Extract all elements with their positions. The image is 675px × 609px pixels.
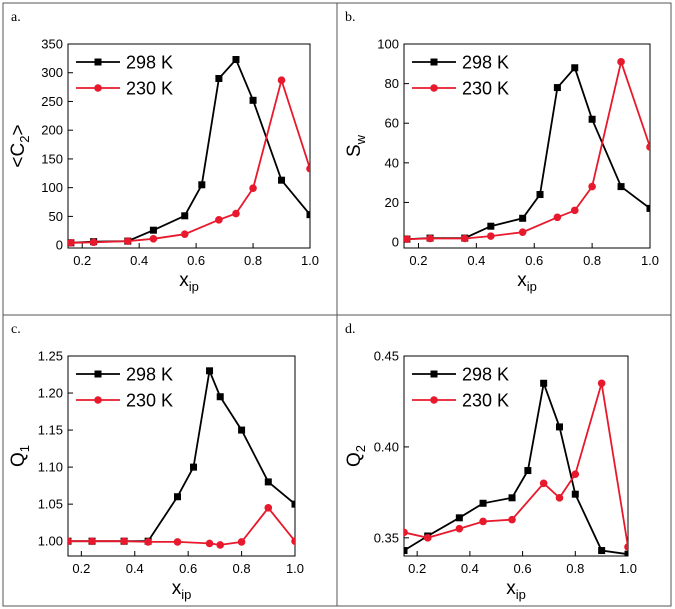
x-axis-title-main: x — [517, 270, 527, 291]
x-axis-title-sub: ip — [526, 279, 537, 294]
x-tick-label: 0.6 — [187, 253, 206, 268]
y-tick-label: 60 — [384, 115, 399, 131]
legend-marker — [95, 371, 102, 378]
data-point — [88, 537, 96, 545]
data-point — [519, 215, 526, 222]
data-point — [174, 493, 181, 500]
x-tick-label: 1.0 — [300, 253, 320, 268]
data-point — [598, 379, 606, 387]
data-point — [572, 491, 579, 498]
legend-label: 298 K — [126, 364, 174, 385]
data-point — [540, 479, 548, 487]
data-point — [198, 181, 205, 188]
data-point — [215, 75, 222, 82]
data-point — [461, 235, 469, 243]
legend-marker — [431, 371, 438, 378]
data-point — [265, 478, 272, 485]
data-point — [120, 537, 128, 545]
y-axis-title-main: <C — [8, 142, 29, 168]
y-tick-label: 1.25 — [37, 348, 63, 364]
y-tick-label: 1.00 — [37, 533, 63, 549]
data-point — [250, 97, 257, 104]
data-point — [232, 210, 240, 218]
y-tick-label: 1.15 — [37, 422, 63, 438]
data-point — [232, 56, 239, 63]
panel-letter: d. — [345, 322, 356, 337]
data-point — [426, 235, 434, 243]
legend-label: 298 K — [462, 364, 510, 385]
y-axis-title-sub: 2 — [353, 444, 368, 453]
y-axis-title-main: Q — [8, 452, 29, 468]
data-point — [519, 228, 527, 236]
data-point — [508, 516, 516, 524]
legend-label: 230 K — [462, 390, 510, 411]
x-tick-label: 0.6 — [513, 561, 532, 576]
data-point — [479, 518, 487, 526]
x-tick-label: 0.8 — [566, 561, 585, 576]
y-tick-label: 250 — [41, 93, 63, 109]
y-axis-title-sub: w — [353, 134, 368, 145]
x-tick-label: 0.8 — [583, 253, 602, 268]
x-tick-label: 0.4 — [467, 253, 486, 268]
y-tick-label: 40 — [384, 155, 399, 171]
x-tick-label: 0.2 — [72, 561, 91, 576]
legend-marker — [430, 396, 438, 404]
data-point — [537, 191, 544, 198]
y-tick-label: 100 — [41, 180, 63, 196]
data-point — [524, 467, 531, 474]
data-point — [238, 538, 246, 546]
legend-label: 230 K — [126, 78, 174, 99]
y-tick-label: 80 — [384, 76, 399, 92]
y-tick-label: 0 — [55, 237, 63, 253]
data-point — [67, 239, 75, 247]
data-point — [150, 227, 157, 234]
x-tick-label: 0.4 — [460, 561, 479, 576]
x-tick-label: 1.0 — [285, 561, 305, 576]
y-axis-title-end: > — [8, 124, 29, 136]
data-point — [278, 76, 286, 84]
x-tick-label: 0.8 — [244, 253, 263, 268]
data-point — [206, 540, 214, 548]
data-point — [480, 500, 487, 507]
y-tick-label: 100 — [377, 36, 399, 52]
data-point — [181, 212, 188, 219]
legend-marker — [94, 84, 102, 92]
x-axis-title-main: x — [506, 578, 516, 599]
y-tick-label: 20 — [384, 194, 399, 210]
x-tick-label: 0.6 — [179, 561, 198, 576]
x-tick-label: 0.8 — [232, 561, 251, 576]
data-point — [571, 470, 579, 478]
y-tick-label: 1.10 — [37, 459, 63, 475]
y-tick-label: 50 — [48, 208, 63, 224]
panel-letter: b. — [345, 10, 356, 25]
data-point — [556, 423, 563, 430]
data-point — [90, 238, 98, 246]
data-point — [206, 367, 213, 374]
data-point — [487, 223, 494, 230]
x-axis-title-sub: ip — [188, 279, 199, 294]
legend-label: 298 K — [126, 52, 174, 73]
data-point — [556, 494, 564, 502]
data-point — [124, 237, 132, 245]
y-tick-label: 1.05 — [37, 496, 63, 512]
x-tick-label: 0.2 — [73, 253, 92, 268]
y-tick-label: 0.45 — [373, 348, 399, 364]
data-point — [278, 177, 285, 184]
data-point — [174, 538, 182, 546]
data-point — [456, 514, 463, 521]
data-point — [150, 235, 158, 243]
data-point — [554, 214, 562, 222]
data-point — [618, 183, 625, 190]
data-point — [588, 183, 596, 191]
x-axis-title-sub: ip — [515, 587, 526, 602]
y-axis-title-main: S — [344, 144, 365, 158]
data-point — [540, 380, 547, 387]
data-point — [181, 230, 189, 238]
y-tick-label: 0 — [391, 234, 399, 250]
x-tick-label: 0.2 — [409, 253, 428, 268]
legend-marker — [94, 396, 102, 404]
data-point — [249, 184, 257, 192]
y-axis-title-main: Q — [344, 452, 365, 468]
data-point — [424, 534, 432, 542]
y-tick-label: 200 — [41, 122, 63, 138]
y-tick-label: 0.35 — [373, 530, 399, 546]
data-point — [617, 58, 625, 66]
y-tick-label: 350 — [41, 36, 63, 52]
legend-label: 230 K — [126, 390, 174, 411]
x-tick-label: 0.4 — [130, 253, 149, 268]
x-axis-title-sub: ip — [181, 587, 192, 602]
data-point — [487, 232, 495, 240]
y-axis-title-sub: 2 — [17, 135, 32, 143]
data-point — [554, 84, 561, 91]
data-point — [571, 207, 579, 215]
x-tick-label: 1.0 — [618, 561, 638, 576]
data-point — [571, 64, 578, 71]
data-point — [144, 538, 152, 546]
panel-letter: c. — [11, 322, 21, 337]
y-tick-label: 300 — [41, 65, 63, 81]
legend-marker — [430, 84, 438, 92]
panel-letter: a. — [11, 10, 21, 25]
x-tick-label: 0.2 — [408, 561, 427, 576]
data-point — [403, 235, 411, 243]
y-tick-label: 1.20 — [37, 385, 63, 401]
y-axis-title — [8, 124, 32, 167]
y-tick-label: 150 — [41, 151, 63, 167]
data-point — [217, 393, 224, 400]
data-point — [238, 427, 245, 434]
legend-marker — [95, 59, 102, 66]
x-tick-label: 0.6 — [525, 253, 544, 268]
legend-label: 298 K — [462, 52, 510, 73]
data-point — [216, 541, 224, 549]
data-point — [190, 464, 197, 471]
data-point — [589, 116, 596, 123]
data-point — [598, 547, 605, 554]
y-axis-title-sub: 1 — [17, 444, 32, 453]
data-point — [264, 504, 272, 512]
data-point — [215, 216, 223, 224]
x-tick-label: 0.4 — [125, 561, 144, 576]
data-point — [456, 525, 464, 533]
legend-label: 230 K — [462, 78, 510, 99]
x-axis-title-main: x — [171, 578, 182, 599]
data-point — [509, 494, 516, 501]
y-tick-label: 0.40 — [373, 439, 399, 455]
legend-marker — [431, 59, 438, 66]
x-axis-title-main: x — [179, 270, 189, 291]
x-tick-label: 1.0 — [640, 253, 660, 268]
